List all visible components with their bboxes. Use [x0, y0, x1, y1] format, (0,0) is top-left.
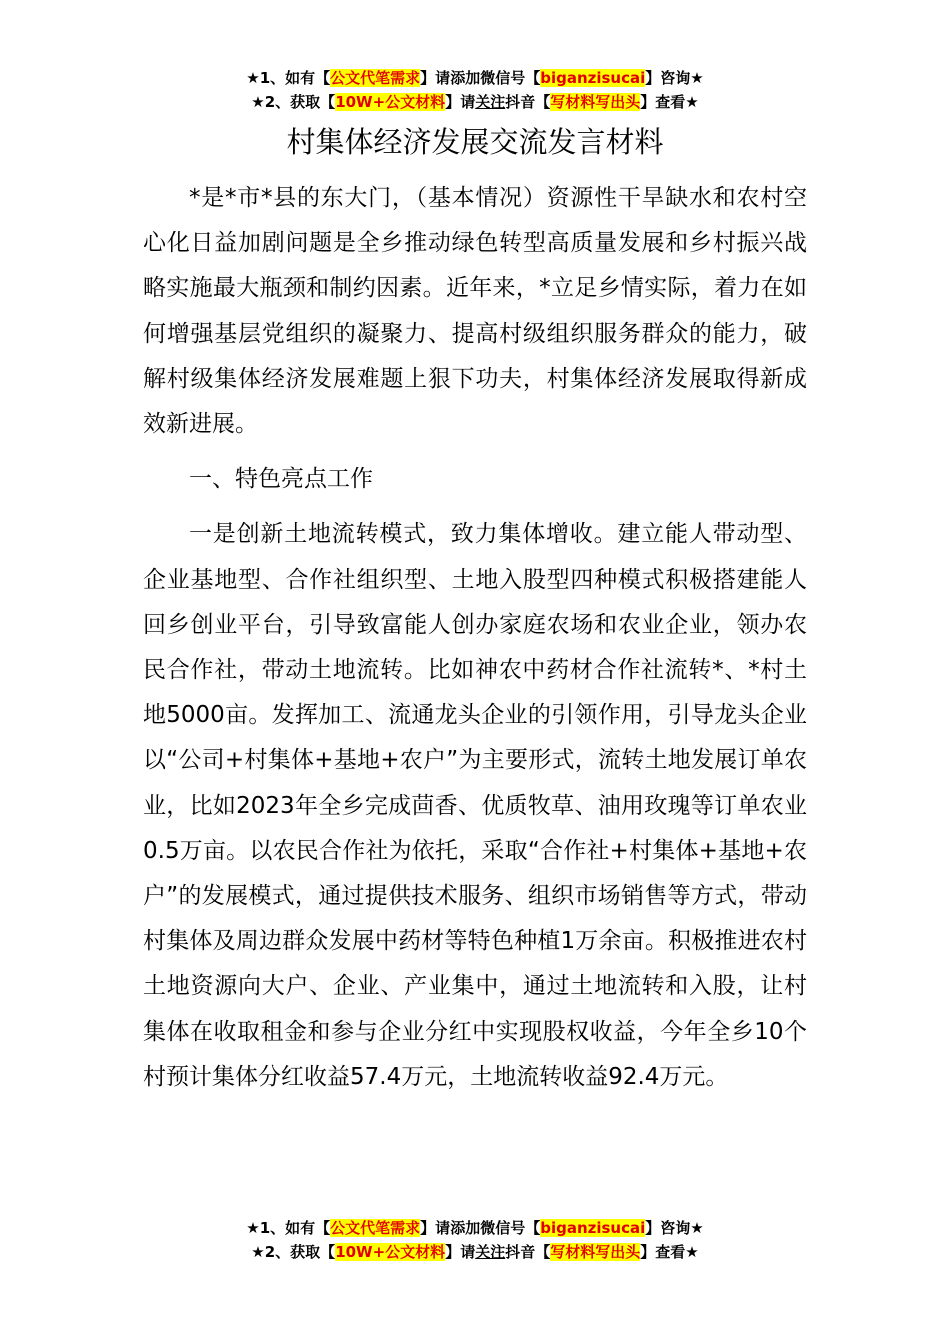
highlight-materials: 10W+公文材料	[335, 1243, 446, 1261]
banner-text: 】咨询★	[645, 1219, 704, 1237]
banner-line-1	[0, 1216, 950, 1240]
banner-text: 微信号【	[480, 1219, 541, 1237]
highlight-wechat-id: biganzisucai	[540, 69, 646, 87]
banner-line-2	[0, 1240, 950, 1264]
intro-paragraph: *是*市*县的东大门，（基本情况）资源性干旱缺水和农村空心化日益加剧问题是全乡推动绿色转型高质量发展和乡村振兴战略实施最大瓶颈和制约因素。近年来，*立足乡情实际，着力在如何增强基层党组织的凝聚力、提高村级组织服务群众的能力，破解村级集体经济发展难题上狠下功夫，村集体经济发展取得新成效新进展。	[143, 185, 807, 438]
banner-text: ★2、获取【	[251, 93, 336, 111]
highlight-service: 公文代笔需求	[330, 1219, 421, 1237]
banner-text: 】请	[420, 69, 451, 87]
banner-text: ★1、如有【	[246, 69, 331, 87]
banner-text: 抖音【	[505, 1243, 551, 1261]
highlight-douyin-account: 写材料写出头	[550, 1243, 641, 1261]
section-heading: 一、特色亮点工作	[189, 466, 373, 493]
banner-text-underlined: 关注	[475, 1243, 506, 1261]
highlight-wechat-id: biganzisucai	[540, 1219, 646, 1237]
highlight-service: 公文代笔需求	[330, 69, 421, 87]
banner-text: 】查看★	[640, 93, 699, 111]
banner-text-underlined: 关注	[475, 93, 506, 111]
document-body	[143, 176, 807, 1110]
banner-text: 】请	[445, 93, 476, 111]
banner-line-1	[0, 66, 950, 90]
document-title: 村集体经济发展交流发言材料	[286, 125, 664, 159]
banner-text: 抖音【	[505, 93, 551, 111]
highlight-douyin-account: 写材料写出头	[550, 93, 641, 111]
banner-text-emphasis: 添加	[450, 1219, 481, 1237]
header-banner	[0, 66, 950, 114]
banner-text: 】查看★	[640, 1243, 699, 1261]
body-paragraph: 一是创新土地流转模式，致力集体增收。建立能人带动型、企业基地型、合作社组织型、土地入股型四种模式积极搭建能人回乡创业平台，引导致富能人创办家庭农场和农业企业，领办农民合作社，带动土地流转。比如神农中药材合作社流转*、*村土地5000亩。发挥加工、流通龙头企业的引领作用，引导龙头企业以“公司+村集体+基地+农户”为主要形式，流转土地发展订单农业，比如2023年全乡完成茴香、优质牧草、油用玫瑰等订单农业0.5万亩。以农民合作社为依托，采取“合作社+村集体+基地+农户”的发展模式，通过提供技术服务、组织市场销售等方式，带动村集体及周边群众发展中药材等特色种植1万余亩。积极推进农村土地资源向大户、企业、产业集中，通过土地流转和入股，让村集体在收取租金和参与企业分红中实现股权收益，今年全乡10个村预计集体分红收益57.4万元，土地流转收益92.4万元。	[143, 521, 807, 1090]
banner-text-emphasis: 添加	[450, 69, 481, 87]
banner-text: 】请	[445, 1243, 476, 1261]
banner-text: ★1、如有【	[246, 1219, 331, 1237]
banner-text: ★2、获取【	[251, 1243, 336, 1261]
banner-text: 微信号【	[480, 69, 541, 87]
banner-line-2	[0, 90, 950, 114]
banner-text: 】请	[420, 1219, 451, 1237]
highlight-materials: 10W+公文材料	[335, 93, 446, 111]
footer-banner	[0, 1216, 950, 1264]
banner-text: 】咨询★	[645, 69, 704, 87]
